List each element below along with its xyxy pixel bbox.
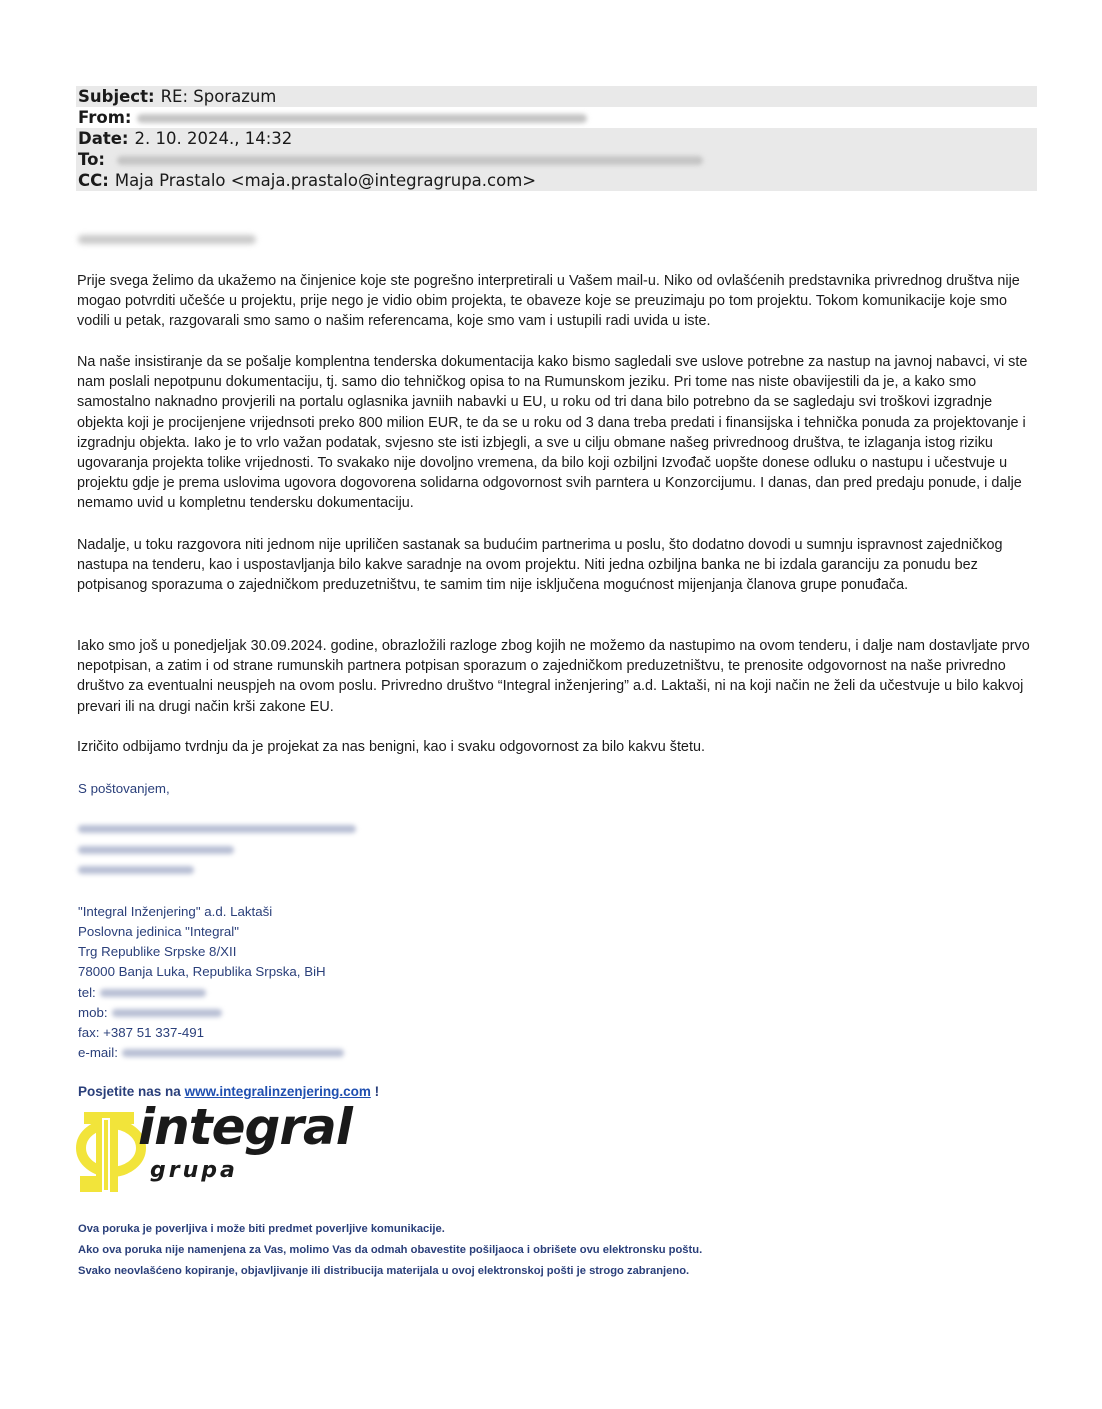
company-city: 78000 Banja Luka, Republika Srpska, BiH xyxy=(78,964,326,979)
disclaimer-line: Svako neovlašćeno kopiranje, objavljivanje ili distribucija materijala u ovoj elektronskoj pošti je strogo zabranjeno. xyxy=(78,1265,690,1277)
tel-line xyxy=(78,983,206,1003)
mob-line xyxy=(78,1003,222,1023)
logo-subtitle: grupa xyxy=(150,1158,238,1183)
body-paragraph: Izričito odbijamo tvrdnju da je projekat za nas benigni, kao i svaku odgovornost za bilo kakvu štetu. xyxy=(77,739,705,755)
subject-label: Subject: xyxy=(78,87,155,106)
visit-prefix: Posjetite nas na xyxy=(78,1084,181,1099)
redacted-signature-dept xyxy=(78,866,194,874)
date-value: 2. 10. 2024., 14:32 xyxy=(134,129,293,148)
disclaimer-line: Ako ova poruka nije namenjena za Vas, molimo Vas da odmah obavestite pošiljaoca i obrišete ovu elektronsku poštu. xyxy=(78,1244,703,1256)
date-row xyxy=(76,128,1037,149)
website-link[interactable]: www.integralinzenjering.com xyxy=(184,1084,371,1099)
redacted-tel xyxy=(100,989,206,997)
subject-value: RE: Sporazum xyxy=(160,87,277,106)
from-label: From: xyxy=(78,108,132,127)
fax-line: fax: +387 51 337-491 xyxy=(78,1025,205,1040)
date-label: Date: xyxy=(78,129,129,148)
mob-label: mob: xyxy=(78,1005,108,1020)
to-row xyxy=(76,149,1037,170)
redacted-mob xyxy=(112,1009,222,1017)
body-paragraph: Iako smo još u ponedjeljak 30.09.2024. godine, obrazložili razloge zbog kojih ne možemo da nastupimo na ovom tenderu, i dalje nam dostavljate prvo nepotpisan, a zatim i od strane rumunskih partnera potpisan sporazum o zajedničkom preduzetništvu, te prenosite odgovornost na naše privredno društvo za eventualni neuspjeh na ovom poslu. Privredno društvo “Integral inženjering” a.d. Laktaši, ni na koji način ne želi da učestvuje u bilo kakvoj prevari ili na drugi način krši zakone EU. xyxy=(77,638,1030,715)
visit-line xyxy=(78,1084,379,1099)
email-label: e-mail: xyxy=(78,1045,118,1060)
company-street: Trg Republike Srpske 8/XII xyxy=(78,944,237,959)
subject-row xyxy=(76,86,1037,107)
body-paragraph: Nadalje, u toku razgovora niti jednom nije upriličen sastanak sa budućim partnerima u poslu, što dodatno dovodi u sumnju ispravnost zajedničkog nastupa na tenderu, kao i uspostavljanja bilo kakve saradnje na ovom projektu. Niti jedna ozbiljna banka ne bi izdala garanciju za ponudu bez potpisanog sporazuma o zajedničkom preduzetništvu, te samim tim nije isključena mogućnost mijenjanja članova grupe ponuđača. xyxy=(77,537,1003,594)
redacted-sender xyxy=(137,114,587,123)
redacted-greeting xyxy=(78,235,256,244)
body-paragraph: Na naše insistiranje da se pošalje komplentna tenderska dokumentacija kako bismo sagledali sve uslove potrebne za nastup na javnoj nabavci, vi ste nam poslali nepotpunu dokumentaciju, tj. samo dio tehničkog opisa to na Rumunskom jeziku. Pri tome nas niste obavijestili da je, a kako smo samostalno naknadno provjerili na portalu oglasnika javniih nabavki u EU, u roku od tri dana bilo potrebno da se sagledaju svi troškovi izgradnje objekta koji je procijenjene vrijednsoti preko 800 milion EUR, te da se u roku od 3 dana treba predati i finansijska i tehnička ponuda za projektovanje i izgradnju objekta. Iako je to vrlo važan podatak, svjesno ste isti izbjegli, a sve u cilju obmane našeg privrednoog društva, te izlaganja istog riziku ugovaranja projekta tolike vrijednosti. To svakako nije dovoljno vremena, da bilo koji ozbiljni Izvođač uopšte donese odluku o nastupu i učestvuje u projektu gdje je prema uslovima ugovora dogovorena solidarna odgovornost svih parntera u Konzorcijumu. I danas, dan pred predaju ponude, i dalje nemamo uvid u kompletnu tendersku dokumentaciju. xyxy=(77,354,1028,512)
redacted-signature-name xyxy=(78,825,356,833)
redacted-signature-role xyxy=(78,846,234,854)
disclaimer-line: Ova poruka je poverljiva i može biti predmet poverljive komunikacije. xyxy=(78,1223,445,1235)
company-name: "Integral Inženjering" a.d. Laktaši xyxy=(78,904,273,919)
cc-value: Maja Prastalo <maja.prastalo@integragrupa.com> xyxy=(114,171,537,190)
closing: S poštovanjem, xyxy=(78,781,170,796)
redacted-recipients xyxy=(117,156,703,165)
company-unit: Poslovna jedinica "Integral" xyxy=(78,924,239,939)
from-row xyxy=(76,107,1037,128)
cc-label: CC: xyxy=(78,171,109,190)
logo-wordmark: integral xyxy=(138,1098,352,1156)
visit-suffix: ! xyxy=(374,1084,380,1099)
email-line xyxy=(78,1043,344,1063)
body-paragraph: Prije svega želimo da ukažemo na činjenice koje ste pogrešno interpretirali u Vašem mail-u. Niko od ovlašćenih predstavnika privrednog društva nije mogao potvrditi učešće u projektu, prije nego je vidio obim projekta, te obaveze koje se preuzimaju po tom projektu. Tokom komunikacije koje smo vodili u petak, razgovarali smo samo o našim referencama, koje smo vam i ustupili radi uvida u iste. xyxy=(77,273,1020,330)
cc-row xyxy=(76,170,1037,191)
to-label: To: xyxy=(78,150,105,169)
redacted-email xyxy=(122,1049,344,1057)
tel-label: tel: xyxy=(78,985,96,1000)
